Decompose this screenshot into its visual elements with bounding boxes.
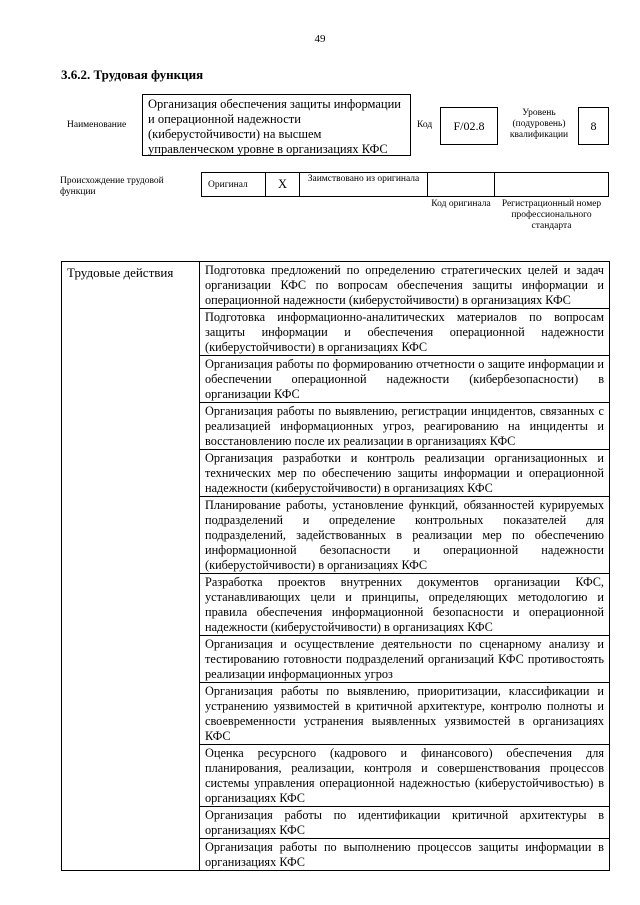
qualification-level-label: Уровень (подуровень) квалификации (509, 108, 569, 140)
original-code-cell (427, 172, 495, 197)
page-number: 49 (314, 33, 326, 45)
original-label: Оригинал (201, 172, 266, 197)
labor-action-item: Организация работы по выявлению, регистрации инцидентов, связанных с реализацией информационных угроз, реагированию на инциденты и восстановлению после их реализации в организациях КФС (200, 403, 609, 450)
origin-label: Происхождение трудовой функции (60, 176, 164, 197)
code-label: Код (417, 120, 433, 130)
labor-action-item: Организация работы по формированию отчетности о защите информации и обеспечении операционной надежности (кибербезопасности) в организации КФС (200, 356, 609, 403)
qualification-level-value: 8 (578, 107, 609, 145)
labor-action-item: Планирование работы, установление функций, обязанностей курируемых подразделений и определение контрольных показателей для подразделений, задействованных в реализации мер по обеспечению информационной безопасности и операционной надежности (киберустойчивости) в организациях КФС (200, 497, 609, 574)
labor-action-item: Организация работы по идентификации критичной архитектуры в организациях КФС (200, 807, 609, 839)
section-title: 3.6.2. Трудовая функция (61, 67, 204, 82)
function-code-value: F/02.8 (440, 107, 498, 145)
original-mark: X (265, 172, 300, 197)
labor-action-item: Организация и осуществление деятельности по сценарному анализу и тестированию готовности подразделений организаций КФС противостоять реализации информационных угроз (200, 636, 609, 683)
labor-action-item: Подготовка информационно-аналитических материалов по вопросам защиты информации и обеспечения операционной надежности (киберустойчивости) в организациях КФС (200, 309, 609, 356)
labor-action-item: Организация работы по выполнению процессов защиты информации в организациях КФС (205, 840, 604, 869)
code-original-label: Код оригинала (431, 199, 491, 209)
labor-action-item: Подготовка предложений по определению стратегических целей и задач организации КФС по вопросам обеспечения защиты информации и операционной надежности (киберустойчивости) в организациях КФС (200, 262, 609, 309)
labor-actions-label: Трудовые действия (62, 262, 200, 870)
reg-number-label: Регистрационный номер профессионального стандарта (501, 199, 602, 231)
labor-action-item: Оценка ресурсного (кадрового и финансового) обеспечения для планирования, реализации, контроля и совершенствования процессов системы управления операционной надежностью (киберустойчивостью) в организациях КФС (200, 745, 609, 807)
labor-action-item: Разработка проектов внутренних документов организации КФС, устанавливающих цели и принципы, определяющих методологию и правила обеспечения информационной безопасности и операционной надежности (киберустойчивости) в организациях КФС (200, 574, 609, 636)
reg-number-cell (494, 172, 609, 197)
function-name-value: Организация обеспечения защиты информации и операционной надежности (киберустойчивости) на высшем управленческом уровне в организациях КФС (142, 94, 411, 156)
name-label: Наименование (67, 120, 127, 130)
labor-actions-table (61, 261, 610, 871)
labor-action-item: Организация разработки и контроль реализации организационных и технических мер по обеспечению защиты информации и операционной надежности (киберустойчивости) в организациях КФС (200, 450, 609, 497)
labor-action-item: Организация работы по выявлению, приоритизации, классификации и устранению уязвимостей в критичной архитектуре, контролю полноты и своевременности устранения выявленных уязвимостей в организациях КФС (200, 683, 609, 745)
borrowed-label: Заимствовано из оригинала (299, 172, 428, 197)
labor-actions-list (200, 262, 609, 870)
